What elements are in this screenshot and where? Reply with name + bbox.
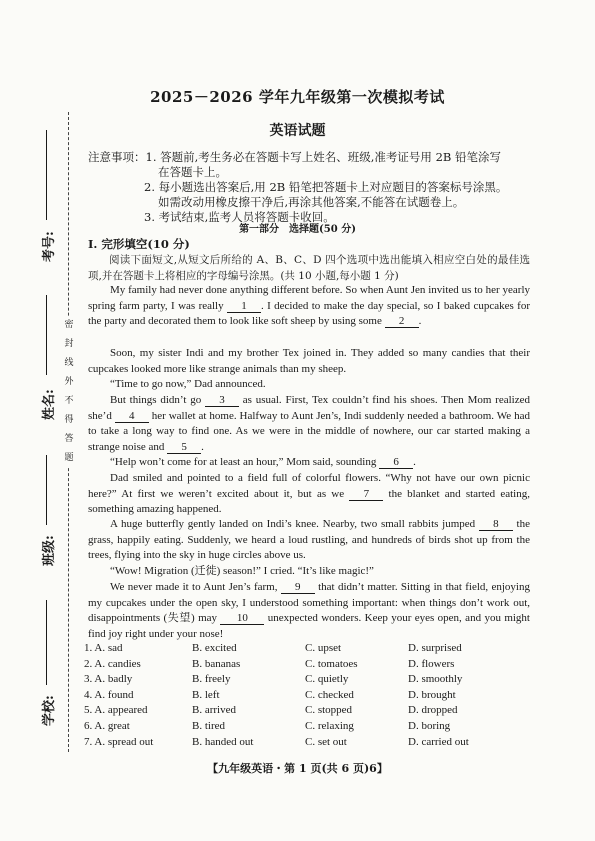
blank-3: 3	[205, 394, 239, 407]
option-choice: C. set out	[305, 735, 347, 748]
option-row	[84, 704, 518, 720]
option-choice: C. relaxing	[305, 719, 354, 732]
note-2-cont: 如需改动用橡皮擦干净后,再涂其他答案,不能答在试题卷上。	[158, 195, 465, 209]
note-2: 2. 每小题选出答案后,用 2B 铅笔把答题卡上对应题目的答案标号涂黑。	[144, 180, 508, 194]
option-choice: B. left	[192, 688, 220, 701]
paragraph-4: But things didn’t go 3 as usual. First, Tex couldn’t find his shoes. Then Mom realized she’d 4 her wallet at home. Halfway to Aunt Jen’s, Indi suddenly needed a bathroom. We had to take a long way to find one. As we were in the middle of nowhere, our car started making a strange noise and 5 .	[88, 394, 530, 453]
option-choice: 3. A. badly	[84, 673, 133, 686]
options-table	[84, 642, 518, 751]
option-choice: B. tired	[192, 719, 225, 732]
option-choice: B. freely	[192, 673, 231, 686]
notes-label: 注意事项：	[88, 150, 146, 164]
option-choice: D. smoothly	[408, 673, 463, 686]
blank-10: 10	[220, 612, 264, 625]
paragraph-7: A huge butterfly gently landed on Indi’s knee. Nearby, two small rabbits jumped 8 the grass, happily eating. Suddenly, we heard a loud rustling, and hundreds of birds shot up from the trees, flying into the sky in huge circles above us.	[88, 518, 530, 562]
exam-number-field[interactable]	[46, 130, 47, 220]
option-row	[84, 736, 518, 752]
option-row	[84, 689, 518, 705]
option-choice: B. bananas	[192, 657, 241, 670]
option-choice: B. handed out	[192, 735, 254, 748]
section-title: I. 完形填空(10 分)	[88, 237, 190, 251]
option-choice: 6. A. great	[84, 719, 130, 732]
note-1: 1. 答题前,考生务必在答题卡写上姓名、班级,准考证号用 2B 铅笔涂写	[145, 150, 502, 164]
name-field[interactable]	[46, 295, 47, 375]
subject-title: 英语试题	[269, 123, 326, 139]
class-field[interactable]	[46, 455, 47, 525]
option-choice: D. carried out	[408, 735, 469, 748]
option-choice: D. brought	[408, 688, 456, 701]
option-choice: C. checked	[305, 688, 354, 701]
seal-notice: 密 封 线 外 不 得 答 题	[64, 316, 74, 468]
blank-9: 9	[281, 581, 315, 594]
name-label: 姓名:	[42, 389, 57, 420]
note-1-cont: 在答题卡上。	[158, 165, 227, 179]
option-choice: B. excited	[192, 642, 237, 654]
blank-8: 8	[479, 518, 513, 531]
page-footer: 【九年级英语・第 1 页(共 6 页)6】	[207, 762, 388, 775]
option-choice: 5. A. appeared	[84, 704, 148, 717]
option-row	[84, 673, 518, 689]
option-choice: D. flowers	[408, 657, 455, 670]
option-choice: D. surprised	[408, 642, 462, 654]
option-row	[84, 642, 518, 658]
option-choice: C. upset	[305, 642, 342, 654]
paragraph-5: “Help won’t come for at least an hour,” Mom said, sounding 6 .	[110, 456, 416, 468]
blank-7: 7	[349, 488, 383, 501]
option-choice: B. arrived	[192, 704, 236, 717]
exam-notes	[88, 150, 548, 225]
option-choice: C. stopped	[305, 704, 353, 717]
class-label: 班级:	[42, 535, 57, 566]
exam-number-label: 考号:	[42, 231, 57, 262]
paragraph-9: We never made it to Aunt Jen’s farm, 9 that didn’t matter. Sitting in that field, enjoying my cupcakes under the open sky, I understood something important: when things don’t work out, disappointments (失望) may 10 unexpected wonders. Keep your eyes open, and you might find joy right under your nose!	[88, 581, 530, 640]
blank-5: 5	[167, 441, 201, 454]
school-label: 学校:	[42, 695, 57, 726]
option-choice: 4. A. found	[84, 688, 134, 701]
paragraph-2: Soon, my sister Indi and my brother Tex joined in. They added so many candies that their cupcakes looked more like strange animals than my sheep.	[88, 347, 530, 375]
note-3: 3. 考试结束,监考人员将答题卡收回。	[144, 210, 335, 224]
part-heading: 第一部分 选择题(50 分)	[239, 224, 356, 235]
school-field[interactable]	[46, 600, 47, 685]
paragraph-6: Dad smiled and pointed to a field full of colorful flowers. “Why not have our own picnic here?” At first we weren’t excited about it, but as we 7 the blanket and started eating, something amazing happened.	[88, 472, 530, 516]
option-choice: D. boring	[408, 719, 451, 732]
blank-2: 2	[385, 315, 419, 328]
blank-4: 4	[115, 410, 149, 423]
instructions: 阅读下面短文,从短文后所给的 A、B、C、D 四个选项中选出能填入相应空白处的最佳选项,并在答题卡上将相应的字母编号涂黑。(共 10 小题,每小题 1 分)	[88, 254, 530, 282]
option-choice: C. tomatoes	[305, 657, 358, 670]
option-choice: 2. A. candies	[84, 657, 141, 670]
option-choice: C. quietly	[305, 673, 349, 686]
option-row	[84, 658, 518, 674]
blank-1: 1	[227, 300, 261, 313]
paragraph-3: “Time to go now,” Dad announced.	[110, 378, 266, 390]
blank-6: 6	[379, 456, 413, 469]
option-choice: 1. A. sad	[84, 642, 123, 654]
option-choice: 7. A. spread out	[84, 735, 154, 748]
paragraph-8: “Wow! Migration (迁徙) season!” I cried. “It’s like magic!”	[110, 565, 374, 577]
option-choice: D. dropped	[408, 704, 458, 717]
option-row	[84, 720, 518, 736]
exam-title: 2025－2026 学年九年级第一次模拟考试	[150, 88, 445, 106]
paragraph-1: My family had never done anything different before. So when Aunt Jen invited us to her yearly spring farm party, I was really 1 . I decided to make the day special, so I baked cupcakes for the party and decorated them to look like soft sheep by using some 2 .	[88, 284, 531, 328]
